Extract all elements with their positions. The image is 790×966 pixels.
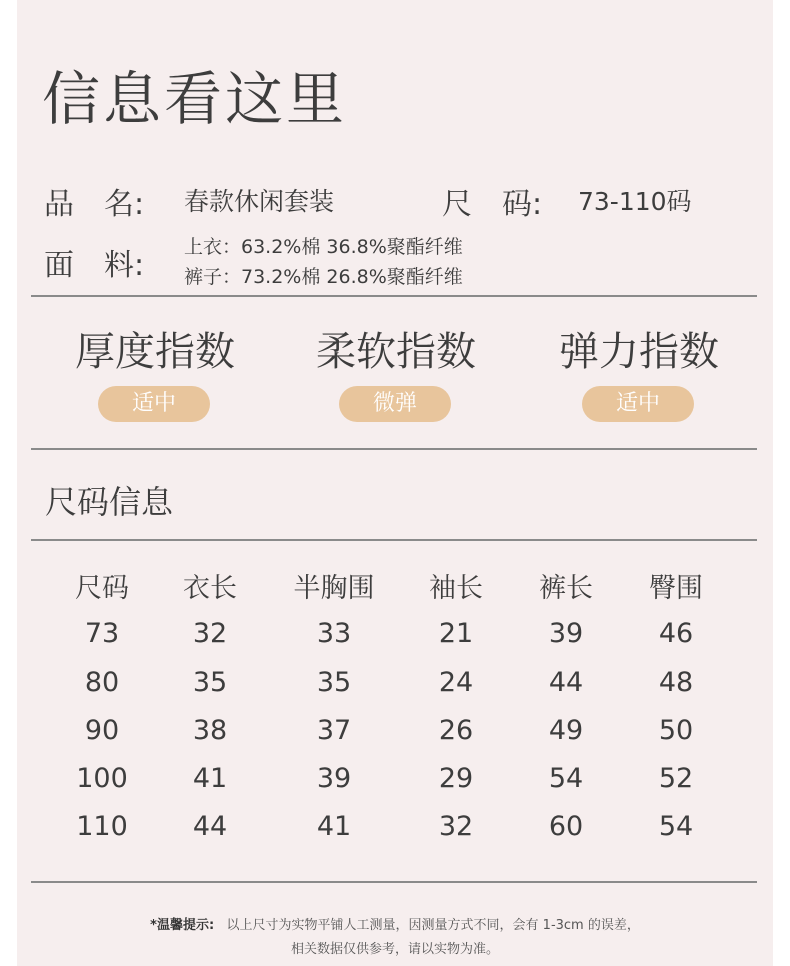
note-line-1: 以上尺寸为实物平铺人工测量，因测量方式不同，会有 1-3cm 的误差，	[226, 918, 640, 933]
table-cell: 39	[548, 618, 584, 649]
table-cell: 41	[192, 763, 228, 794]
table-cell: 49	[548, 715, 584, 746]
elasticity-index-title: 弹力指数	[559, 329, 719, 375]
table-cell: 44	[548, 667, 584, 698]
table-cell: 46	[658, 618, 694, 649]
table-cell: 54	[658, 811, 694, 842]
table-cell: 73	[84, 618, 120, 649]
note-line-2: 相关数据仅供参考，请以实物为准。	[290, 942, 499, 957]
table-header-cell: 衣长	[183, 573, 237, 604]
table-cell: 90	[84, 715, 120, 746]
fabric-label: 面 料:	[44, 248, 145, 283]
table-header-cell: 臀围	[649, 573, 703, 604]
table-cell: 33	[316, 618, 352, 649]
table-cell: 110	[76, 811, 128, 842]
softness-index-title: 柔软指数	[316, 329, 476, 375]
table-cell: 26	[438, 715, 474, 746]
table-cell: 80	[84, 667, 120, 698]
table-cell: 39	[316, 763, 352, 794]
fabric-pants-value: 裤子：73.2%棉 26.8%聚酯纤维	[184, 266, 463, 288]
divider	[31, 448, 757, 450]
table-header-cell: 尺码	[75, 573, 129, 604]
divider	[31, 295, 757, 297]
table-cell: 100	[76, 763, 128, 794]
size-note	[0, 914, 790, 933]
table-cell: 37	[316, 715, 352, 746]
divider	[31, 881, 757, 883]
note-label: *温馨提示:	[150, 918, 215, 933]
divider	[31, 539, 757, 541]
elasticity-index-badge: 适中	[582, 386, 694, 422]
table-header-cell: 袖长	[429, 573, 483, 604]
table-cell: 35	[192, 667, 228, 698]
table-cell: 29	[438, 763, 474, 794]
product-name-label: 品 名:	[44, 187, 145, 222]
size-range-label: 尺 码:	[442, 187, 543, 222]
table-header-cell: 裤长	[539, 573, 593, 604]
table-cell: 35	[316, 667, 352, 698]
table-cell: 44	[192, 811, 228, 842]
table-cell: 32	[192, 618, 228, 649]
table-cell: 21	[438, 618, 474, 649]
table-header-cell: 半胸围	[293, 573, 375, 604]
thickness-index-title: 厚度指数	[75, 329, 235, 375]
table-cell: 38	[192, 715, 228, 746]
table-cell: 24	[438, 667, 474, 698]
table-cell: 50	[658, 715, 694, 746]
fabric-top-value: 上衣：63.2%棉 36.8%聚酯纤维	[184, 236, 463, 258]
table-cell: 41	[316, 811, 352, 842]
table-cell: 52	[658, 763, 694, 794]
softness-index-badge: 微弹	[339, 386, 451, 422]
table-cell: 54	[548, 763, 584, 794]
size-section-title: 尺码信息	[45, 483, 174, 521]
table-cell: 32	[438, 811, 474, 842]
table-cell: 60	[548, 811, 584, 842]
product-name-value: 春款休闲套装	[184, 187, 335, 216]
page-title: 信息看这里	[42, 65, 348, 133]
table-cell: 48	[658, 667, 694, 698]
thickness-index-badge: 适中	[98, 386, 210, 422]
size-range-value: 73-110码	[578, 187, 692, 216]
